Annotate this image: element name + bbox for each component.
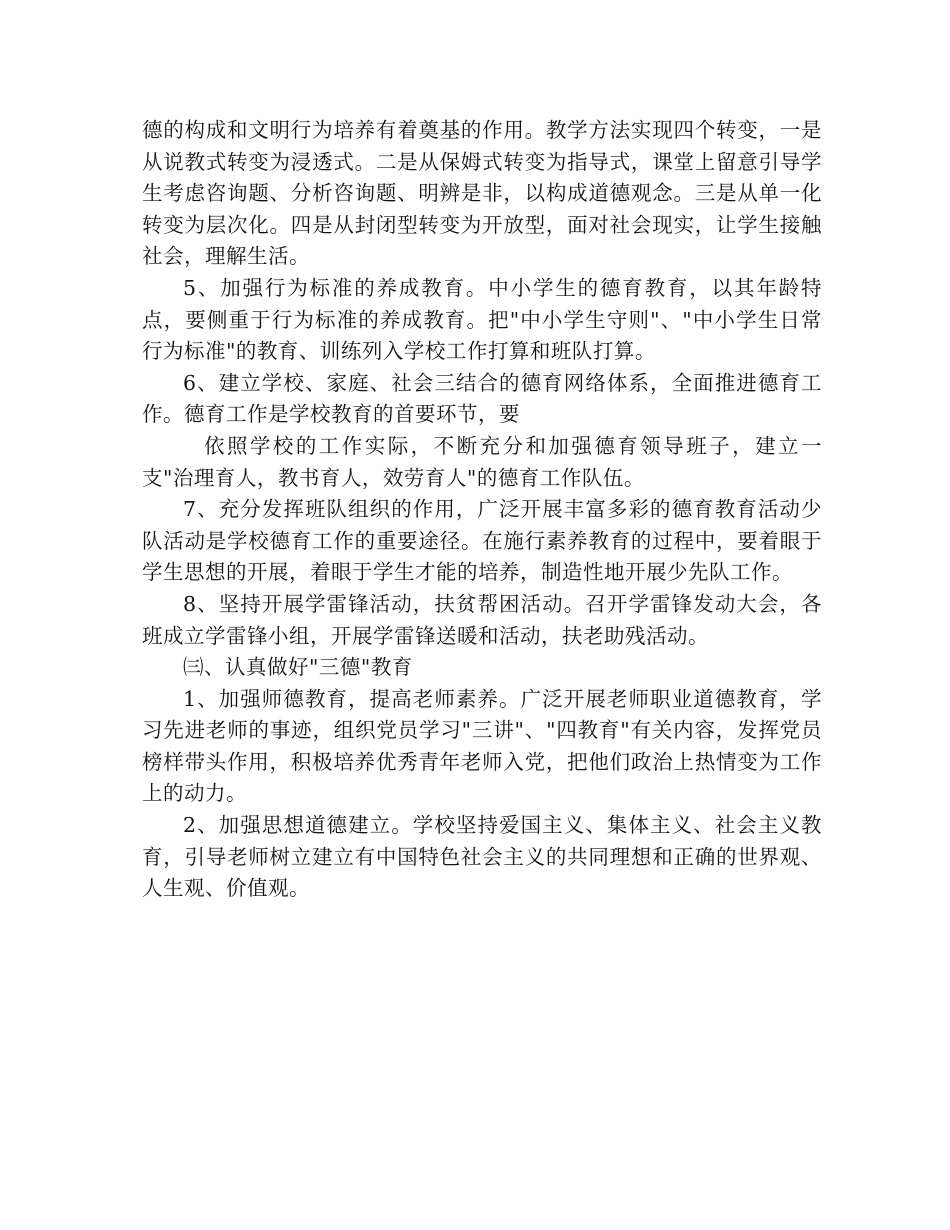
paragraph-item-6-continued: 依照学校的工作实际，不断充分和加强德育领导班子，建立一支"治理育人，教书育人，效劳育人"的德育工作队伍。: [142, 433, 822, 490]
paragraph-item-5: 5、加强行为标准的养成教育。中小学生的德育教育，以其年龄特点，要侧重于行为标准的养成教育。把"中小学生守则"、"中小学生日常行为标准"的教育、训练列入学校工作打算和班队打算。: [142, 275, 822, 364]
paragraph-virtue-1: 1、加强师德教育，提高老师素养。广泛开展老师职业道德教育，学习先进老师的事迹，组织党员学习"三讲"、"四教育"有关内容，发挥党员榜样带头作用，积极培养优秀青年老师入党，把他们政治上热情变为工作上的动力。: [142, 686, 822, 806]
document-page: [142, 115, 822, 905]
paragraph-item-7: 7、充分发挥班队组织的作用，广泛开展丰富多彩的德育教育活动少队活动是学校德育工作的重要途径。在施行素养教育的过程中，要着眼于学生思想的开展，着眼于学生才能的培养，制造性地开展少先队工作。: [142, 497, 822, 585]
paragraph-continuation: 德的构成和文明行为培养有着奠基的作用。教学方法实现四个转变，一是从说教式转变为浸透式。二是从保姆式转变为指导式，课堂上留意引导学生考虑咨询题、分析咨询题、明辨是非，以构成道德观念。三是从单一化转变为层次化。四是从封闭型转变为开放型，面对社会现实，让学生接触社会，理解生活。: [142, 118, 822, 269]
paragraph-item-6: 6、建立学校、家庭、社会三结合的德育网络体系，全面推进德育工作。德育工作是学校教育的首要环节，要: [142, 370, 822, 427]
paragraph-item-8: 8、坚持开展学雷锋活动，扶贫帮困活动。召开学雷锋发动大会，各班成立学雷锋小组，开展学雷锋送暖和活动，扶老助残活动。: [142, 591, 822, 648]
paragraph-virtue-2: 2、加强思想道德建立。学校坚持爱国主义、集体主义、社会主义教育，引导老师树立建立有中国特色社会主义的共同理想和正确的世界观、人生观、价值观。: [142, 813, 822, 901]
section-heading-three-virtues: ㈢、认真做好"三德"教育: [183, 655, 413, 680]
